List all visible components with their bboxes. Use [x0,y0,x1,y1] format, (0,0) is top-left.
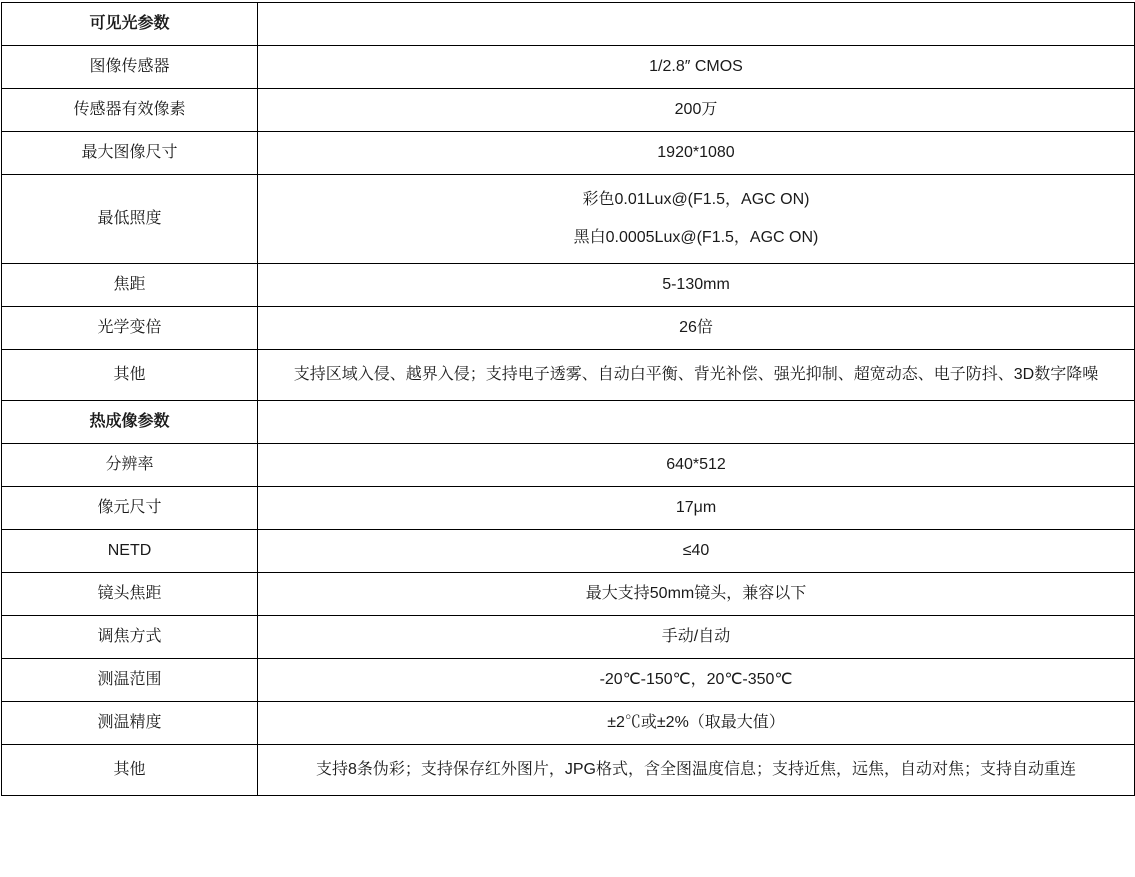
row-label: 最低照度 [2,175,258,264]
row-value [258,3,1135,46]
row-value: 1920*1080 [258,132,1135,175]
row-label: 像元尺寸 [2,487,258,530]
row-value: 5-130mm [258,264,1135,307]
row-value [258,401,1135,444]
row-label: 最大图像尺寸 [2,132,258,175]
row-label: 光学变倍 [2,307,258,350]
table-row [2,487,1135,530]
row-value: 手动/自动 [258,616,1135,659]
row-label: 镜头焦距 [2,573,258,616]
row-label: 其他 [2,745,258,796]
row-value: 26倍 [258,307,1135,350]
row-value-line: 彩色0.01Lux@(F1.5，AGC ON) [582,191,810,208]
row-value: ≤40 [258,530,1135,573]
row-label: 测温精度 [2,702,258,745]
row-label: 热成像参数 [2,401,258,444]
row-value: 1/2.8″ CMOS [258,46,1135,89]
table-row [2,307,1135,350]
table-row [2,401,1135,444]
row-label: 焦距 [2,264,258,307]
row-label: 可见光参数 [2,3,258,46]
table-row [2,46,1135,89]
table-row [2,175,1135,264]
specification-table [1,2,1135,796]
table-row [2,444,1135,487]
table-row [2,89,1135,132]
row-label: 其他 [2,350,258,401]
table-row [2,702,1135,745]
table-row [2,530,1135,573]
row-value [258,175,1135,264]
row-value: 200万 [258,89,1135,132]
row-value: 支持区域入侵、越界入侵；支持电子透雾、自动白平衡、背光补偿、强光抑制、超宽动态、电子防抖、3D数字降噪 [258,350,1135,401]
row-label: 传感器有效像素 [2,89,258,132]
table-row [2,659,1135,702]
row-label: 图像传感器 [2,46,258,89]
row-value: 最大支持50mm镜头，兼容以下 [258,573,1135,616]
row-value: 17μm [258,487,1135,530]
table-row [2,3,1135,46]
row-label: 测温范围 [2,659,258,702]
row-value: -20℃-150℃，20℃-350℃ [258,659,1135,702]
row-value: 640*512 [258,444,1135,487]
table-row [2,132,1135,175]
table-row [2,745,1135,796]
row-label: 分辨率 [2,444,258,487]
row-value: 支持8条伪彩；支持保存红外图片，JPG格式，含全图温度信息；支持近焦，远焦，自动对焦；支持自动重连 [258,745,1135,796]
table-row [2,616,1135,659]
spec-table-body [2,3,1135,796]
row-value: ±2℃或±2%（取最大值） [258,702,1135,745]
row-label: 调焦方式 [2,616,258,659]
row-value-line: 黑白0.0005Lux@(F1.5，AGC ON) [573,229,819,246]
row-label: NETD [2,530,258,573]
table-row [2,573,1135,616]
table-row [2,350,1135,401]
table-row [2,264,1135,307]
